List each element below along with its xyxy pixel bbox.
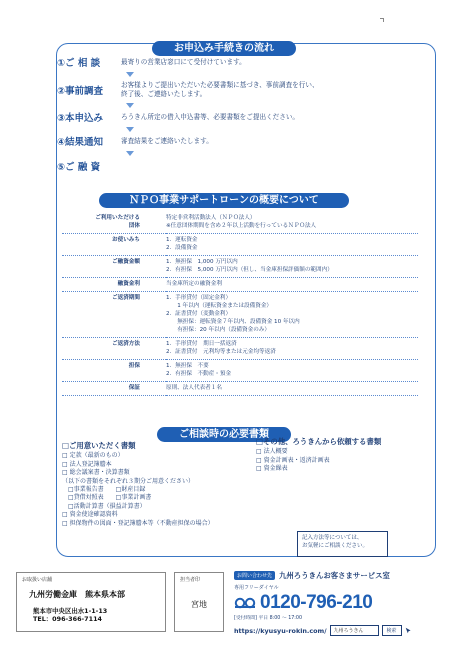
branch-address: 熊本市中央区出水1-1-13 [33,607,108,615]
overview-row-key: ご返済期間 [62,292,166,338]
step-arrow [126,72,134,77]
step-4-label: ④結果通知 [57,137,104,148]
document-item: □活動計算書（損益計算書） [62,502,146,510]
branch-box [16,572,166,632]
document-item: □貸借対照表 □事業計画書 [62,494,152,502]
branch-tel: TEL：096-366-7114 [33,615,102,623]
note-box: 記入方法等については、 お気軽にご相談ください。 [297,531,388,557]
overview-row [62,360,418,382]
document-item: □ 担保物件の図面・登記簿謄本等（不動産担保の場合） [62,519,214,527]
phone-row [234,592,432,614]
document-item: □ 資金計画表・返済計画表 [256,456,330,464]
contact-area [234,570,432,634]
overview-row-key: 保証 [62,382,166,396]
step-2 [57,79,319,101]
overview-title-text: ＮＰＯ事業サポートローンの概要について [99,193,349,208]
overview-row-key: お使いみち [62,234,166,256]
phone-number[interactable]: 0120-796-210 [260,592,373,613]
overview-row [62,278,418,292]
center-name: 九州ろうきんお客さまサービス室 [279,571,390,580]
overview-table [62,212,418,396]
step-1-desc: 最寄りの営業店窓口にて受付けています。 [121,57,246,66]
document-item: □ 総会議案書・決算書類 [62,469,130,477]
left-heading: □ご用意いただく書類 [62,441,136,450]
overview-row-value: 1．運転資金 2．設備資金 [166,234,418,256]
procedure-title [16,36,432,56]
search-field[interactable]: 九州ろうきん [330,625,379,636]
step-3-desc: ろうきん所定の借入申込書等、必要書類をご提出ください。 [121,112,300,121]
overview-title [16,188,432,208]
overview-row-value: 特定非営利活動法人（ＮＰＯ法人） ※任意団体期間を含め２年以上活動を行っているＮＰＯ法人 [166,212,418,234]
overview-row-value: 原則、法人代表者１名 [166,382,418,396]
document-page [16,22,432,638]
document-item: □ 法人登記簿謄本 [62,460,112,468]
overview-row-value: 1．手形貸付（固定金利） 1 年以内（運転資金または設備資金） 2．証書貸付（変動金利） 無担保：運転資金７年以内、設備資金 10 年以内 有担保：20 年以内（設備資金のみ） [166,292,418,338]
document-item: □ 資金繰表 [256,465,288,473]
overview-row-value: 1．無担保 1,000 万円以内 2．有担保 5,000 万円以内（但し、当金庫担保評価額の範囲内） [166,256,418,278]
step-5 [57,158,121,174]
document-item: （以下の書類をそれぞれ３期分ご用意ください） [62,477,195,485]
step-arrow [126,103,134,108]
overview-row [62,234,418,256]
documents-right [256,438,406,474]
business-hours: [受付時間] 平日 8:00 〜 17:00 [234,616,303,621]
overview-row [62,382,418,396]
step-5-label: ⑤ご 融 資 [57,162,101,173]
step-arrow [126,151,134,156]
overview-row-value: 当金庫所定の融資金利 [166,278,418,292]
overview-row [62,256,418,278]
overview-row [62,292,418,338]
url-row [234,625,432,636]
documents-title-text: ご相談時の必要書類 [157,427,291,442]
search-button[interactable]: 検索 [382,625,402,636]
overview-row-key: ご利用いただける 団体 [62,212,166,234]
cursor-icon [405,627,412,634]
officer-box [174,572,224,632]
free-dial-icon [234,597,256,609]
right-list [256,448,406,473]
procedure-title-text: お申込み手続きの流れ [152,41,296,56]
officer-label: 担当者印 [180,577,201,583]
step-1-label: ①ご 相 談 [57,58,101,69]
document-item: □ 定款（最新のもの） [62,452,124,460]
free-dial-label: 専用フリーダイヤル [234,585,279,591]
step-4-desc: 審査結果をご連絡いたします。 [121,136,213,145]
document-item: □事業報告書 □財産目録 [62,486,146,494]
branch-label: お取扱い店舗 [22,577,53,583]
step-2-label: ②事前調査 [57,86,104,97]
overview-row-key: ご返済方法 [62,338,166,360]
step-arrow [126,127,134,132]
step-4 [57,133,213,149]
contact-label: お問い合わせ先 [234,571,275,580]
overview-row-value: 1．手形貸付 期日一括返済 2．証書貸付 元利均等または元金均等返済 [166,338,418,360]
overview-row [62,338,418,360]
officer-stamp: 宮地 [191,600,207,609]
step-3-label: ③本申込み [57,113,104,124]
overview-row-key: ご融資金額 [62,256,166,278]
website-url[interactable]: https://kyusyu-rokin.com/ [234,626,327,635]
document-item: □ 資金使途確認資料 [62,511,118,519]
branch-name: 九州労働金庫 熊本県本部 [29,590,125,599]
step-2-desc: お客様よりご提出いただいた必要書類に基づき、事前調査を行い、 終了後、ご連絡いたします。 [121,81,319,98]
document-item: □ 法人概要 [256,448,288,456]
right-heading: □その他、ろうきんから依頼する書類 [256,437,382,446]
overview-row-value: 1．無担保 不要 2．有担保 不動産・預金 [166,360,418,382]
step-1 [57,54,246,70]
overview-row-key: 融資金利 [62,278,166,292]
step-3 [57,109,299,125]
overview-row [62,212,418,234]
contact-header [234,570,432,581]
overview-row-key: 担保 [62,360,166,382]
